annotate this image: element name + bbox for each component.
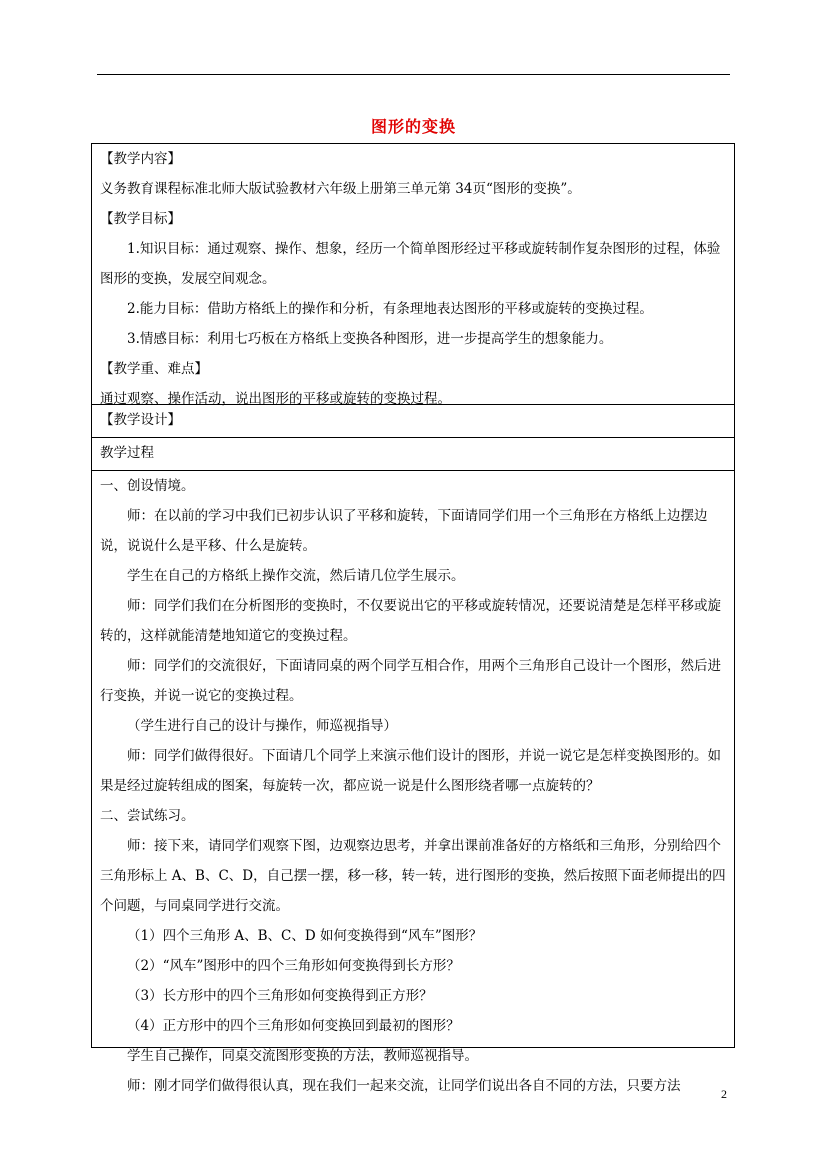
goal-1: 1.知识目标：通过观察、操作、想象，经历一个简单图形经过平移或旋转制作复杂图形的过程，体验图形的变换，发展空间观念。 xyxy=(100,241,721,287)
paragraph: 学生自己操作，同桌交流图形变换的方法，教师巡视指导。 xyxy=(127,1048,478,1064)
page-number: 2 xyxy=(721,1087,727,1101)
page-title: 图形的变换 xyxy=(370,117,456,136)
goal-3: 3.情感目标：利用七巧板在方格纸上变换各种图形，进一步提高学生的想象能力。 xyxy=(127,331,613,347)
key-heading: 【教学重、难点】 xyxy=(100,361,208,377)
process-heading: 教学过程 xyxy=(100,445,154,461)
goal-2: 2.能力目标：借助方格纸上的操作和分析，有条理地表达图形的平移或旋转的变换过程。 xyxy=(127,301,653,317)
header-rule xyxy=(97,74,730,75)
process-header-cell xyxy=(92,438,734,471)
question-3: （3）长方形中的四个三角形如何变换得到正方形？ xyxy=(127,988,433,1004)
process-cell xyxy=(92,471,734,1094)
paragraph: 师：接下来，请同学们观察下图，边观察边思考，并拿出课前准备好的方格纸和三角形，分别给四个三角形标上 A、B、C、D，自己摆一摆，移一移，转一转，进行图形的变换，然后按照下面老师提出的四个问题，与同桌同学进行交流。 xyxy=(100,838,726,914)
step2-title: 二、尝试练习。 xyxy=(100,808,195,824)
key-text: 通过观察、操作活动，说出图形的平移或旋转的变换过程。 xyxy=(100,391,451,407)
design-heading: 【教学设计】 xyxy=(100,412,181,428)
question-4: （4）正方形中的四个三角形如何变换回到最初的图形？ xyxy=(127,1018,460,1034)
overview-cell xyxy=(92,144,734,405)
paragraph: 师：同学们的交流很好，下面请同桌的两个同学互相合作，用两个三角形自己设计一个图形，然后进行变换，并说一说它的变换过程。 xyxy=(100,658,721,704)
paragraph: 师：同学们做得很好。下面请几个同学上来演示他们设计的图形，并说一说它是怎样变换图形的。如果是经过旋转组成的图案，每旋转一次，都应说一说是什么图形绕者哪一点旋转的？ xyxy=(100,748,721,794)
paragraph: （学生进行自己的设计与操作，师巡视指导） xyxy=(127,718,397,734)
paragraph: 师：刚才同学们做得很认真，现在我们一起来交流，让同学们说出各自不同的方法，只要方法 xyxy=(127,1078,681,1094)
lesson-plan-table xyxy=(91,143,735,1094)
step1-title: 一、创设情境。 xyxy=(100,478,195,494)
paragraph: 师：同学们我们在分析图形的变换时，不仅要说出它的平移或旋转情况，还要说清楚是怎样平移或旋转的，这样就能清楚地知道它的变换过程。 xyxy=(100,598,721,644)
content-heading: 【教学内容】 xyxy=(100,151,181,167)
content-text: 义务教育课程标准北师大版试验教材六年级上册第三单元第 34页“图形的变换”。 xyxy=(100,181,581,197)
goals-heading: 【教学目标】 xyxy=(100,211,181,227)
question-1: （1）四个三角形 A、B、C、D 如何变换得到“风车”图形？ xyxy=(127,928,483,944)
paragraph: 学生在自己的方格纸上操作交流，然后请几位学生展示。 xyxy=(127,568,465,584)
paragraph: 师：在以前的学习中我们已初步认识了平移和旋转，下面请同学们用一个三角形在方格纸上边摆边说，说说什么是平移、什么是旋转。 xyxy=(100,508,708,554)
question-2: （2）“风车”图形中的四个三角形如何变换得到长方形？ xyxy=(127,958,460,974)
